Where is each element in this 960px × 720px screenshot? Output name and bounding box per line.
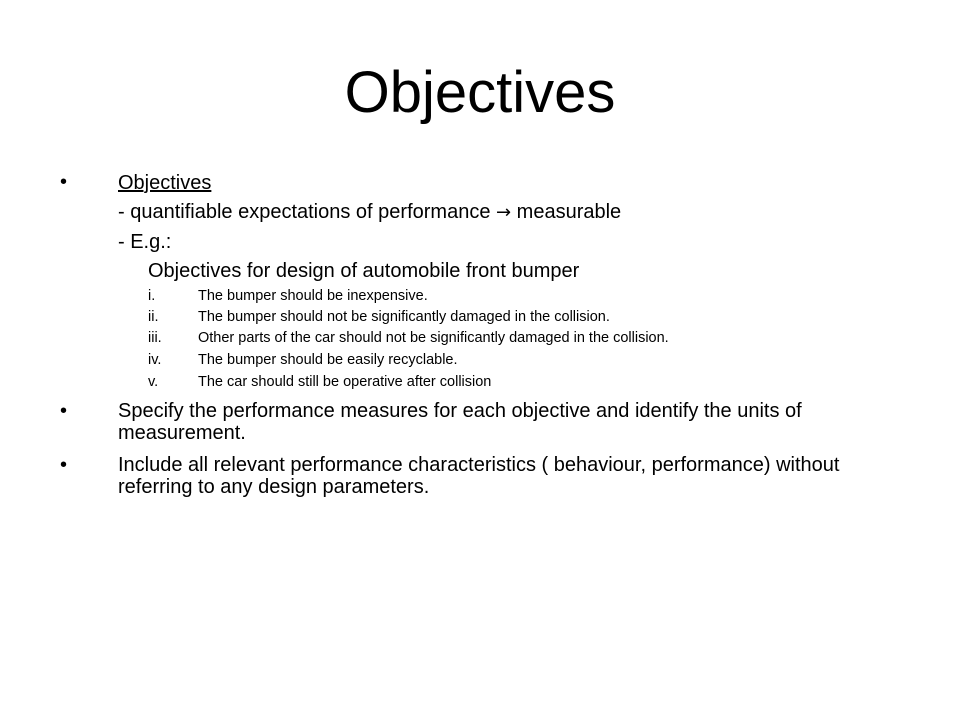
measurable-text: measurable xyxy=(516,201,622,223)
eg-line: - E.g.: xyxy=(118,231,172,253)
bumper-item-text: The car should still be operative after collision xyxy=(198,374,492,390)
right-arrow-icon: → xyxy=(496,202,512,223)
bumper-item-number: ii. xyxy=(148,309,159,325)
quantifiable-text: - quantifiable expectations of performance xyxy=(118,201,491,223)
bumper-item xyxy=(148,329,669,347)
bullet-2-glyph: • xyxy=(60,400,68,422)
quantifiable-line xyxy=(118,200,621,225)
bumper-item xyxy=(148,308,610,326)
bumper-item-number: iv. xyxy=(148,352,162,368)
performance-characteristics-text: Include all relevant performance characteristics ( behaviour, performance) without referring to any design parameters. xyxy=(118,454,840,498)
bumper-item-number: v. xyxy=(148,374,159,390)
performance-measures-text: Specify the performance measures for each objective and identify the units of measurement. xyxy=(118,400,802,444)
bumper-item-text: The bumper should be inexpensive. xyxy=(198,288,428,304)
bumper-item xyxy=(148,287,428,305)
bumper-item xyxy=(148,351,458,369)
bullet-1-glyph: • xyxy=(60,171,68,193)
bumper-item xyxy=(148,373,491,391)
bumper-heading: Objectives for design of automobile front bumper xyxy=(148,260,580,282)
bumper-item-text: Other parts of the car should not be significantly damaged in the collision. xyxy=(198,330,669,346)
bumper-item-text: The bumper should not be significantly damaged in the collision. xyxy=(198,309,610,325)
slide-title: Objectives xyxy=(344,60,616,125)
bumper-item-text: The bumper should be easily recyclable. xyxy=(198,352,458,368)
objectives-heading: Objectives xyxy=(118,172,212,194)
bumper-item-number: i. xyxy=(148,288,156,304)
bullet-3-glyph: • xyxy=(60,454,68,476)
bumper-item-number: iii. xyxy=(148,330,162,346)
